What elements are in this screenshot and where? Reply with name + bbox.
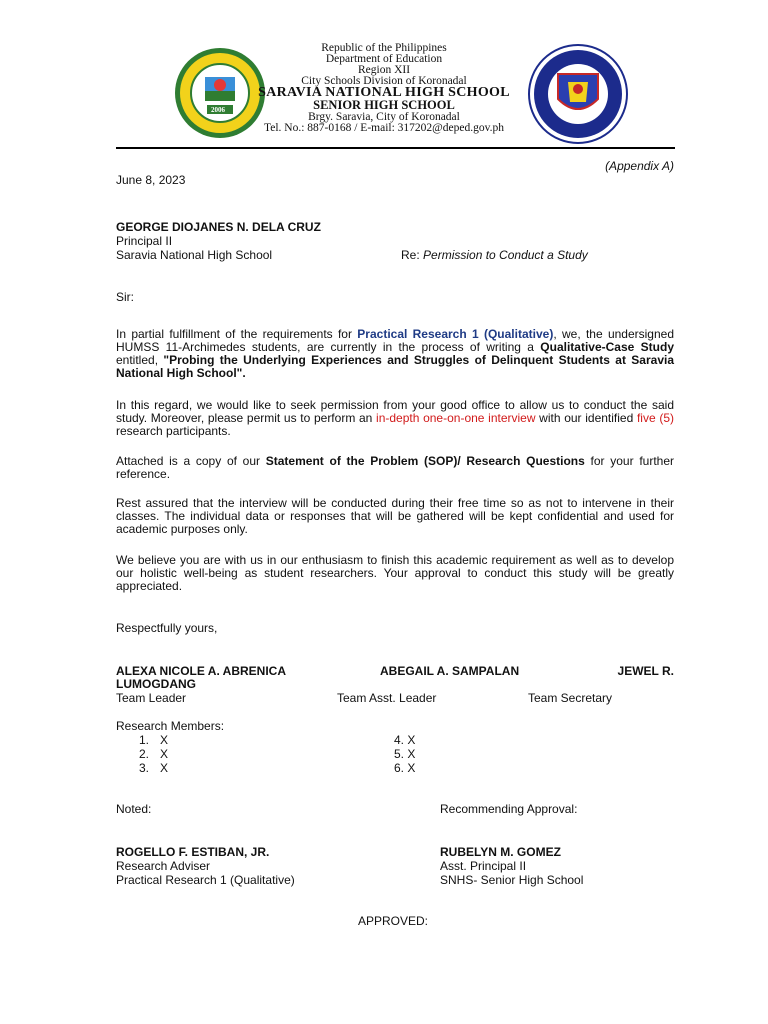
member-3-num: 3. (139, 761, 150, 775)
p2-participants: five (5) (636, 411, 674, 425)
recipient-title: Principal II (116, 234, 173, 248)
header-divider (116, 147, 675, 149)
re-label: Re: (401, 248, 420, 262)
team-leader-role: Team Leader (116, 691, 187, 705)
p3-text-c: for your further reference. (116, 454, 675, 481)
member-2-name: X (160, 747, 169, 761)
approved-label: APPROVED: (358, 914, 429, 928)
recommending-approval-label: Recommending Approval: (440, 802, 578, 816)
member-2-num: 2. (139, 747, 150, 761)
letterhead-contact: Tel. No.: 887-0168 / E-mail: 317202@deped.gov.ph (264, 122, 504, 134)
closing: Respectfully yours, (116, 621, 218, 635)
team-secretary-role: Team Secretary (528, 691, 613, 705)
member-3 (139, 761, 168, 775)
letterhead-address: Brgy. Saravia, City of Koronadal (308, 111, 460, 123)
team-leader-name: ALEXA NICOLE A. ABRENICA (116, 664, 287, 678)
noted-label: Noted: (116, 802, 152, 816)
p2-text-c: with our identified (535, 411, 637, 425)
team-leader-name-cont: LUMOGDANG (116, 677, 196, 691)
seal-year: 2006 (211, 106, 225, 114)
appendix-label: (Appendix A) (605, 159, 674, 173)
team-asst-leader-role: Team Asst. Leader (337, 691, 437, 705)
team-secretary-name: JEWEL R. (617, 664, 674, 678)
p1-study-title: "Probing the Underlying Experiences and Struggles of Delinquent Students at Saravia National High School". (116, 353, 674, 380)
research-members-label: Research Members: (116, 719, 225, 733)
member-1 (139, 733, 168, 747)
p3-sop: Statement of the Problem (SOP)/ Research Questions (265, 454, 585, 468)
letterhead-shs: SENIOR HIGH SCHOOL (313, 98, 455, 112)
adviser-subject: Practical Research 1 (Qualitative) (116, 873, 295, 887)
paragraph-5: We believe you are with us in our enthusiasm to finish this academic requirement as well as to develop our holistic well-being as student researchers. Your approval to conduct this study will be greatly appreciated. (116, 553, 674, 593)
salutation: Sir: (116, 290, 134, 304)
p1-text-e: entitled, (116, 353, 164, 367)
re-line (401, 248, 588, 262)
paragraph-3 (116, 455, 674, 481)
member-1-name: X (160, 733, 169, 747)
letterhead (0, 0, 768, 140)
paragraph-1 (116, 328, 674, 380)
letter-date: June 8, 2023 (116, 173, 186, 187)
letterhead-school-name: SARAVIA NATIONAL HIGH SCHOOL (258, 85, 510, 100)
p2-interview: in-depth one-on-one interview (376, 411, 536, 425)
p1-study-type: Qualitative-Case Study (540, 340, 674, 354)
letterhead-region: Region XII (357, 64, 411, 76)
paragraph-2 (116, 399, 674, 438)
re-subject: Permission to Conduct a Study (423, 248, 588, 262)
recipient-name: GEORGE DIOJANES N. DELA CRUZ (116, 220, 321, 234)
adviser-name: ROGELLO F. ESTIBAN, JR. (116, 845, 270, 859)
team-asst-leader-name: ABEGAIL A. SAMPALAN (380, 664, 520, 678)
member-3-name: X (160, 761, 169, 775)
p1-text-a: In partial fulfillment of the requirements for (116, 327, 358, 341)
p2-text-a: In this regard, we would like to seek permission from your good office to allow us to conduct the said study. Moreover, please permit us to perform an (116, 398, 674, 425)
asst-principal-role: Asst. Principal II (440, 859, 527, 873)
asst-principal-dept: SNHS- Senior High School (440, 873, 584, 887)
p1-text-c: , we, the undersigned HUMSS 11-Archimedes students, are currently in the process of writing a (116, 327, 675, 354)
p2-text-e: research participants. (116, 424, 231, 438)
letterhead-republic: Republic of the Philippines (321, 42, 447, 54)
letterhead-division: City Schools Division of Koronadal (301, 75, 467, 87)
p1-course: Practical Research 1 (Qualitative) (357, 327, 554, 341)
member-6: 6. X (394, 761, 416, 775)
letterhead-department: Department of Education (325, 53, 443, 65)
member-4: 4. X (394, 733, 416, 747)
asst-principal-name: RUBELYN M. GOMEZ (440, 845, 561, 859)
member-2 (139, 747, 168, 761)
recipient-school: Saravia National High School (116, 248, 273, 262)
p3-text-a: Attached is a copy of our (116, 454, 266, 468)
member-5: 5. X (394, 747, 416, 761)
member-1-num: 1. (139, 733, 150, 747)
paragraph-4: Rest assured that the interview will be conducted during their free time so as not to intervene in their classes. The individual data or responses that will be gathered will be kept confidential and used for academic purposes only. (116, 496, 674, 536)
adviser-role: Research Adviser (116, 859, 211, 873)
